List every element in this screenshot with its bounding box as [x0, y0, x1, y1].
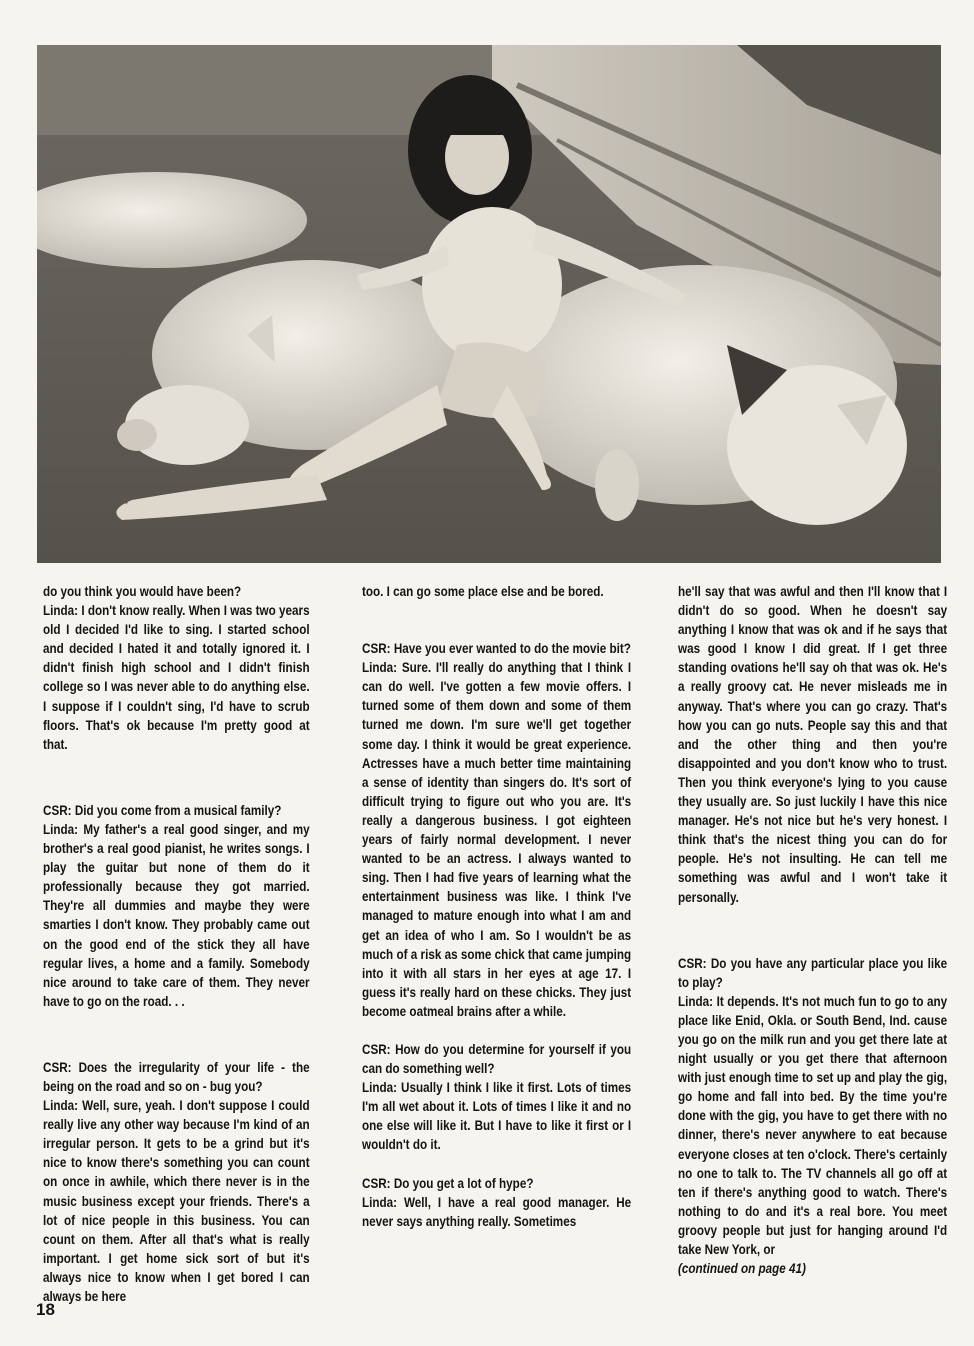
question: CSR: How do you determine for yourself if you can do something well?	[362, 1041, 632, 1077]
spacer	[362, 1021, 631, 1040]
photo-woman-with-pigs	[37, 45, 941, 563]
question: CSR: Do you have any particular place you like to play?	[678, 955, 948, 990]
answer-paragraph: Linda: I don't know really. When I was two years old I decided I'd like to sing. I started school and decided I hated it and totally ignored it. I didn't finish high school and I didn't finish college so I was never able to do anything else. I suppose if I couldn't sing, I'd have to scrub floors. That's ok because I'm pretty good at that.	[43, 603, 310, 752]
spacer	[43, 1011, 310, 1058]
question: CSR: Does the irregularity of your life - the being on the road and so on - bug you?	[43, 1059, 310, 1094]
answer-paragraph: Linda: Well, I have a real good manager. He never says anything really. Sometimes	[362, 1194, 632, 1229]
answer-paragraph: too. I can go some place else and be bored.	[362, 584, 604, 599]
question: CSR: Do you get a lot of hype?	[362, 1175, 534, 1191]
spacer	[362, 601, 631, 639]
spacer	[678, 907, 947, 954]
answer-paragraph: Linda: Usually I think I like it first. Lots of times I'm all wet about it. Lots of times I like it and no one else will like it. But I have to like it first or I wouldn't do it.	[362, 1080, 632, 1153]
article-column-3	[678, 582, 947, 1278]
question: CSR: Have you ever wanted to do the movie bit?	[362, 641, 631, 657]
answer-paragraph: Linda: Well, sure, yeah. I don't suppose I could really live any other way because I'm kind of an irregular person. It gets to be a grind but it's nice to know there's something you can count on once in awhile, which there never is in the music business except your friends. There's a lot of nice people in this business. You can count on them. After all that's what is really important. I get home sick sort of but it's always nice to know when I get bored I can always be here	[43, 1098, 310, 1304]
question: CSR: Did you come from a musical family?	[43, 802, 282, 818]
question-lead: do you think you would have been?	[43, 584, 242, 599]
photo-illustration	[37, 45, 941, 563]
answer-paragraph: he'll say that was awful and then I'll know that I didn't do so good. When he doesn't say anything I know that was ok and if he says that was good I know I did great. If I get three standing ovations he'll say oh that was ok. He's a really groovy cat. He never misleads me in anyway. That's where you can go crazy. That's how you can go nuts. People say this and that and the other thing and then you're disappointed and you don't know who to trust. Then you think everyone's lying to you cause they usually are. So just luckily I have this nice manager. He's not nice but he's very honest. I think that's the nicest thing you can do for people. He's not insulting. He can tell me something was awful and I won't take it personally.	[678, 584, 948, 905]
answer-paragraph: Linda: My father's a real good singer, and my brother's a real good pianist, he writes songs. I play the guitar but none of them do it professionally because they got married. They're all dummies and maybe they were smarties I don't know. They probably came out on the good end of the stick they all have regular lives, a home and a family. Somebody nice around to take care of them. They never have to go on the road. . .	[43, 821, 310, 1009]
spacer	[43, 754, 310, 801]
article-column-1	[43, 582, 310, 1306]
answer-paragraph: Linda: It depends. It's not much fun to go to any place like Enid, Okla. or South Bend, Ind. cause you go on the milk run and you get there late at night usually or you get there that afternoon with just enough time to set up and play the gig, go home and fall into bed. By the time you're done with the gig, you have to get there with no dinner, there's never anywhere to eat because everyone closes at ten o'clock. There's certainly no one to talk to. The TV channels all go off at ten if there's anything good to watch. There's nothing to do and it's a real bore. You meet groovy people but just for hanging around I'd take New York, or	[678, 993, 948, 1257]
page-number: 18	[36, 1300, 55, 1319]
continued-note: (continued on page 41)	[678, 1261, 806, 1277]
spacer	[362, 1155, 631, 1174]
article-column-2	[362, 582, 631, 1231]
answer-paragraph: Linda: Sure. I'll really do anything that I think I can do well. I've gotten a few movie offers. I turned some of them down and some of them turned me down. I'm sure we'll get together some day. I think it would be great experience. Actresses have a much better time maintaining a sense of identity than singers do. It's sort of difficult trying to figure out who you are. It's really a dangerous business. I got eighteen years of fairly normal development. I never wanted to be an actress. I always wanted to sing. Then I had five years of learning what the entertainment business was like. I think I've managed to mature enough into what I am and get an idea of who I am. So I wouldn't be as much of a risk as some chick that came jumping into it with all stars in her eyes at age 17. I guess it's really hard on these chicks. They just become oatmeal brains after a while.	[362, 660, 632, 1019]
